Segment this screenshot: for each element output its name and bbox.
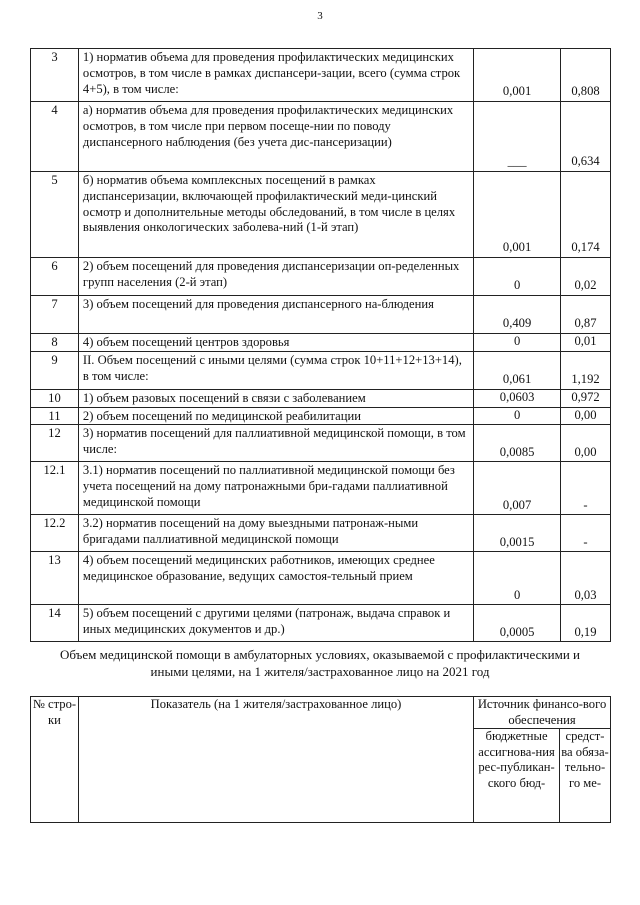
- table-row: [31, 102, 611, 172]
- visits-norms-table: [30, 48, 611, 642]
- row-description: 3.1) норматив посещений по паллиативной медицинской помощи без учета посещений на дому патронажными бри-гадами паллиативной медицинской помощи: [78, 462, 473, 515]
- value-insurance: 0,634: [561, 102, 611, 172]
- column-header-funding-source: Источник финансо-вого обеспечения: [474, 697, 611, 729]
- row-number: 5: [31, 172, 79, 258]
- value-insurance: 0,808: [561, 49, 611, 102]
- table-row: [31, 258, 611, 296]
- row-description: а) норматив объема для проведения профилактических медицинских осмотров, в том числе при первом посеще-нии по поводу диспансерного наблюдения (без учета дис-пансеризации): [78, 102, 473, 172]
- value-budget: 0: [474, 334, 561, 352]
- page-number: 3: [317, 10, 323, 22]
- table-row: [31, 605, 611, 642]
- row-description: 1) норматив объема для проведения профилактических медицинских осмотров, в том числе в рамках диспансери-зации, всего (сумма строк 4+5), в том числе:: [78, 49, 473, 102]
- row-number: 10: [31, 389, 79, 407]
- column-header-indicator: Показатель (на 1 жителя/застрахованное лицо): [78, 697, 473, 823]
- table-row: [31, 351, 611, 389]
- row-number: 6: [31, 258, 79, 296]
- value-insurance: 0,174: [561, 172, 611, 258]
- table-row: [31, 552, 611, 605]
- value-insurance: 0,01: [561, 334, 611, 352]
- table-row: [31, 49, 611, 102]
- row-number: 11: [31, 407, 79, 425]
- table-row: [31, 462, 611, 515]
- table-row: [31, 334, 611, 352]
- row-description: II. Объем посещений с иными целями (сумма строк 10+11+12+13+14), в том числе:: [78, 351, 473, 389]
- value-insurance: 0,972: [561, 389, 611, 407]
- column-header-republican-budget: бюджетные ассигнова-ния рес-публикан-ского бюд-: [474, 729, 560, 823]
- value-budget: 0: [474, 552, 561, 605]
- value-insurance: -: [561, 462, 611, 515]
- value-budget: 0,061: [474, 351, 561, 389]
- value-budget: 0,409: [474, 296, 561, 334]
- row-description: 4) объем посещений центров здоровья: [78, 334, 473, 352]
- value-insurance: 0,03: [561, 552, 611, 605]
- value-budget: 0,001: [474, 49, 561, 102]
- row-number: 14: [31, 605, 79, 642]
- value-insurance: -: [561, 515, 611, 552]
- row-number: 7: [31, 296, 79, 334]
- row-number: 9: [31, 351, 79, 389]
- row-description: 5) объем посещений с другими целями (патронаж, выдача справок и иных медицинских документов и др.): [78, 605, 473, 642]
- table-row: [31, 425, 611, 462]
- value-insurance: 0,02: [561, 258, 611, 296]
- row-number: 13: [31, 552, 79, 605]
- row-number: 12.2: [31, 515, 79, 552]
- column-header-row-number: № стро-ки: [31, 697, 79, 823]
- value-budget: ___: [474, 102, 561, 172]
- table-row: [31, 172, 611, 258]
- row-description: б) норматив объема комплексных посещений в рамках диспансеризации, включающей профилактический меди-цинский осмотр и дополнительные методы обследований, в том числе в целях выявления онкологических заболева-ний (1-й этап): [78, 172, 473, 258]
- row-description: 4) объем посещений медицинских работников, имеющих среднее медицинское образование, ведущих самостоя-тельный прием: [78, 552, 473, 605]
- value-budget: 0,007: [474, 462, 561, 515]
- row-number: 4: [31, 102, 79, 172]
- row-number: 8: [31, 334, 79, 352]
- value-insurance: 0,00: [561, 407, 611, 425]
- row-description: 3) объем посещений для проведения диспансерного на-блюдения: [78, 296, 473, 334]
- value-insurance: 1,192: [561, 351, 611, 389]
- value-budget: 0: [474, 258, 561, 296]
- value-insurance: 0,19: [561, 605, 611, 642]
- row-description: 2) объем посещений для проведения диспансеризации оп-ределенных групп населения (2-й этап): [78, 258, 473, 296]
- row-number: 12.1: [31, 462, 79, 515]
- value-budget: 0,0603: [474, 389, 561, 407]
- table-caption: Объем медицинской помощи в амбулаторных условиях, оказываемой с профилактическими и иными целями, на 1 жителя/застрахованное лицо на 2021 год: [60, 647, 580, 679]
- row-number: 3: [31, 49, 79, 102]
- value-budget: 0: [474, 407, 561, 425]
- row-description: 3) норматив посещений для паллиативной медицинской помощи, в том числе:: [78, 425, 473, 462]
- row-description: 2) объем посещений по медицинской реабилитации: [78, 407, 473, 425]
- row-description: 1) объем разовых посещений в связи с заболеванием: [78, 389, 473, 407]
- table-row: [31, 515, 611, 552]
- row-number: 12: [31, 425, 79, 462]
- value-budget: 0,001: [474, 172, 561, 258]
- value-insurance: 0,00: [561, 425, 611, 462]
- value-budget: 0,0085: [474, 425, 561, 462]
- table-row: [31, 407, 611, 425]
- volume-2021-table: [30, 696, 611, 823]
- value-insurance: 0,87: [561, 296, 611, 334]
- value-budget: 0,0005: [474, 605, 561, 642]
- row-description: 3.2) норматив посещений на дому выездными патронаж-ными бригадами паллиативной медицинской помощи: [78, 515, 473, 552]
- table-row: [31, 296, 611, 334]
- table-row: [31, 389, 611, 407]
- value-budget: 0,0015: [474, 515, 561, 552]
- column-header-compulsory-insurance: средст-ва обяза-тельно-го ме-: [560, 729, 611, 823]
